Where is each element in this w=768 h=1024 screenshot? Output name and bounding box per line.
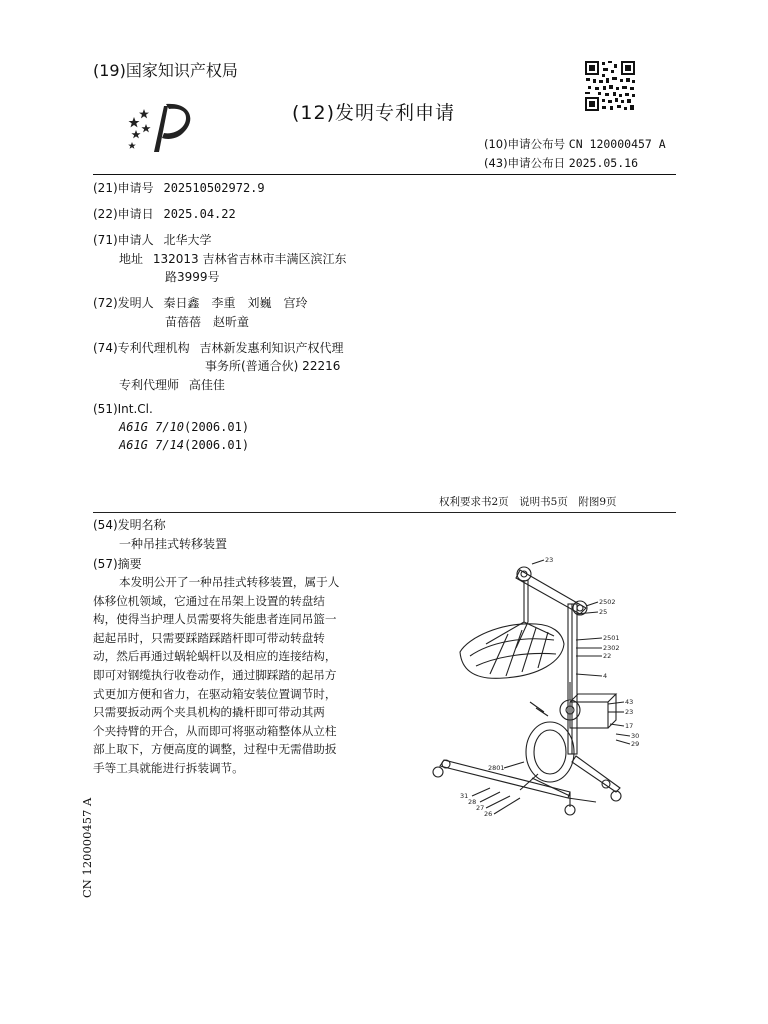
patent-agency: [93, 339, 343, 356]
ipc-label: (51)Int.Cl.: [93, 402, 153, 416]
cnipa-logo: [124, 100, 200, 156]
publication-number-value: CN 120000457 A: [568, 137, 666, 151]
address-line-2: 路3999号: [165, 270, 220, 284]
patent-agency-label: (74)专利代理机构: [93, 341, 190, 355]
side-publication-code: CN 120000457 A: [80, 797, 94, 898]
figure-label: 22: [603, 652, 612, 660]
office-name: (19)国家知识产权局: [93, 61, 238, 80]
publication-number: [484, 136, 666, 152]
abstract-line: 体移位机领域，它通过在吊架上设置的转盘结: [93, 593, 325, 608]
ipc-code-1: A61G 7/10: [119, 420, 185, 434]
qr-code: [584, 60, 636, 112]
abstract-line: 式更加方便和省力，在驱动箱安装位置调节时，: [93, 686, 337, 701]
publication-date: [484, 155, 638, 171]
abstract-line: 手等工具就能进行拆装调节。: [93, 760, 244, 775]
applicant-label: (71)申请人: [93, 233, 154, 247]
figure-label: 27: [476, 804, 485, 812]
abstract-line: 动，然后再通过蜗轮蜗杆以及相应的连接结构，: [93, 649, 337, 664]
patent-agent: [119, 376, 225, 393]
application-number-label: (21)申请号: [93, 181, 154, 195]
patent-agency-line-2: 事务所(普通合伙) 22216: [205, 359, 341, 373]
figure-label: 23: [625, 708, 634, 716]
page-counts: 权利要求书2页 说明书5页 附图9页: [439, 496, 617, 508]
inventors-line-2: 苗蓓蓓 赵昕童: [165, 315, 250, 329]
header-rule: [93, 174, 676, 175]
figure-label: 2502: [599, 598, 616, 606]
figure-label: 4: [603, 672, 608, 680]
filing-date-value: 2025.04.22: [163, 207, 236, 221]
filing-date: [93, 205, 236, 222]
address-line-1: 132013 吉林省吉林市丰满区滨江东: [152, 252, 347, 266]
publication-date-label: (43)申请公布日: [484, 156, 566, 170]
application-number-value: 202510502972.9: [163, 181, 265, 195]
inventors-label: (72)发明人: [93, 296, 154, 310]
ipc-entry-1: [119, 420, 249, 434]
abstract-line: 构，使得当护理人员需要将失能患者连同吊篮一: [93, 612, 337, 627]
inventors-line-1: 秦日鑫 李重 刘巍 宫玲: [163, 296, 308, 310]
figure-label: 43: [625, 698, 634, 706]
application-number: [93, 179, 265, 196]
patent-figure: [420, 552, 660, 822]
abstract-line: 即可对钢缆执行收卷动作，通过脚踩踏的起吊方: [93, 667, 337, 682]
filing-date-label: (22)申请日: [93, 207, 154, 221]
abstract-line: 起起吊时，只需要踩踏踩踏杆即可带动转盘转: [93, 630, 325, 645]
patent-agent-label: 专利代理师: [119, 378, 180, 392]
inventors: [93, 294, 307, 311]
patent-agent-value: 高佳佳: [188, 378, 225, 392]
figure-label: 2302: [603, 644, 620, 652]
figure-label: 31: [460, 792, 469, 800]
abstract-line: 只需要扳动两个夹具机构的撬杆即可带动其两: [93, 705, 325, 720]
abstract-line: 部上取下，方便高度的调整，过程中无需借助扳: [93, 742, 337, 757]
ipc-entry-2: [119, 438, 249, 452]
invention-title: 一种吊挂式转移装置: [119, 537, 228, 551]
figure-label: 29: [631, 740, 640, 748]
ipc-version-2: (2006.01): [184, 438, 250, 452]
ipc-version-1: (2006.01): [184, 420, 250, 434]
address-label: 地址: [119, 252, 144, 266]
publication-number-label: (10)申请公布号: [484, 137, 566, 151]
abstract-line: 本发明公开了一种吊挂式转移装置，属于人: [119, 575, 340, 589]
abstract-label: (57)摘要: [93, 557, 142, 571]
figure-label: 25: [599, 608, 608, 616]
applicant-value: 北华大学: [163, 233, 212, 247]
abstract-line: 个夹持臂的开合，从而即可将驱动箱整体从立柱: [93, 723, 337, 738]
applicant: [93, 231, 211, 248]
address: [119, 250, 346, 267]
abstract-body: [93, 573, 339, 778]
document-type: (12)发明专利申请: [292, 102, 456, 124]
figure-label: 30: [631, 732, 640, 740]
publication-date-value: 2025.05.16: [568, 156, 639, 170]
title-label: (54)发明名称: [93, 518, 166, 532]
ipc-code-2: A61G 7/14: [119, 438, 185, 452]
figure-label: 2501: [603, 634, 620, 642]
figure-label: 2801: [488, 764, 505, 772]
figure-label: 23: [545, 556, 554, 564]
figure-label: 26: [484, 810, 493, 818]
figure-label: 28: [468, 798, 477, 806]
figure-label: 17: [625, 722, 634, 730]
section-rule: [93, 512, 676, 513]
patent-agency-line-1: 吉林新发惠利知识产权代理: [199, 341, 344, 355]
